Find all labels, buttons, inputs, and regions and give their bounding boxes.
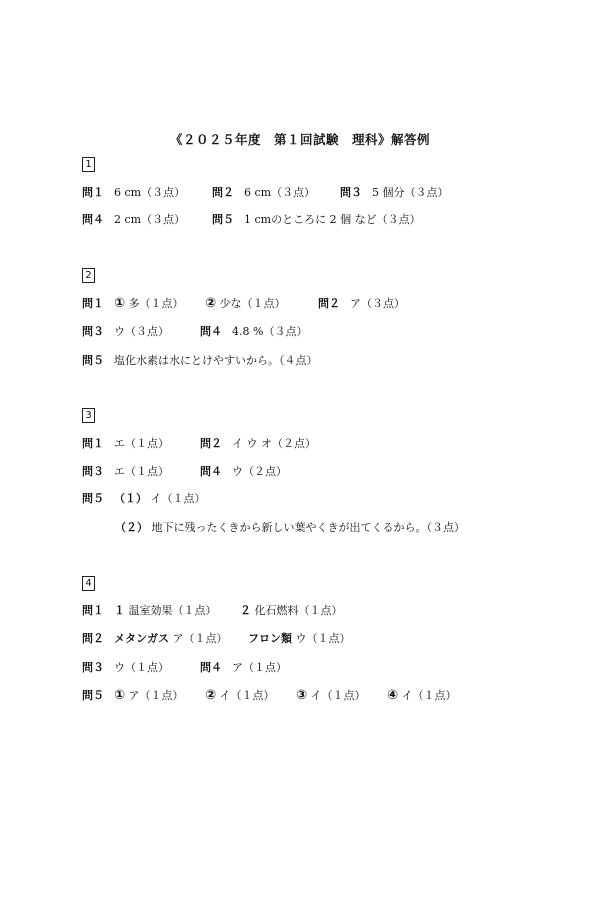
s4-q2-sub-2: フロン類 [248,632,292,645]
s3-q1-answer: エ（１点） [114,437,169,450]
s3-q5-answer-2: 地下に残ったくきから新しい葉やくきが出てくるから。（３点） [151,521,465,534]
s2-q1-mark-1: ① [114,296,126,311]
s3-q1-num: 問１ [82,437,104,450]
s1-q5-answer: 1 cmのところに 2 個 など（３点） [244,213,421,226]
s2-q1-answer-1: 多（１点） [128,297,184,310]
s4-q1-num: 問１ [82,604,104,617]
s3-q5-part2 [115,521,465,535]
s3-q3 [82,465,169,479]
s4-q1-sub-2: ２ [240,604,251,617]
s3-q5-sub-1: （１） [114,492,147,505]
s2-q5-answer: 塩化水素は水にとけやすいから。（４点） [114,354,318,367]
s4-q2-answer-2: ウ（１点） [295,632,351,645]
section-1-label: 1 [82,157,95,172]
s3-q2 [200,437,316,451]
s2-q2 [318,297,405,311]
s4-q4-num: 問４ [200,661,222,674]
s2-q3 [82,325,169,339]
s1-q3-num: 問３ [340,186,362,199]
s4-q2-part2 [248,632,351,646]
s2-q4 [200,325,307,339]
s4-q3-answer: ウ（１点） [114,661,169,674]
s4-q1-answer-1: 温室効果（１点） [128,604,217,617]
s3-q4-answer: ウ（２点） [232,465,287,478]
s2-q1-mark-2: ② [205,296,217,311]
s1-q2-num: 問２ [212,186,234,199]
s2-q1-answer-2: 少な（１点） [219,297,286,310]
s3-q5-num: 問５ [82,492,104,505]
s4-q5-num: 問５ [82,689,104,702]
s2-q5-num: 問５ [82,354,104,367]
s2-q2-answer: ア（３点） [350,297,405,310]
s4-q2-num: 問２ [82,632,104,645]
s1-q1 [82,186,185,200]
s1-q1-answer: 6 cm（３点） [114,186,186,199]
s4-q3 [82,661,169,675]
s2-q4-num: 問４ [200,325,222,338]
s4-q5-mark-3: ③ [296,688,308,703]
section-4-label: 4 [82,576,95,591]
s1-q5-num: 問５ [212,213,234,226]
s4-q1-part2 [240,604,343,618]
s4-q4-answer: ア（１点） [232,661,287,674]
section-3-label: 3 [82,408,95,423]
s3-q3-num: 問３ [82,465,104,478]
s4-q1 [82,604,217,618]
s3-q1 [82,437,169,451]
s2-q3-answer: ウ（３点） [114,325,169,338]
section-2-label: 2 [82,268,95,283]
s1-q5 [212,213,421,227]
s2-q5 [82,354,318,368]
s4-q5-answer-2: イ（１点） [219,689,275,702]
s2-q4-answer: 4.8 %（３点） [232,325,308,338]
s4-q1-sub-1: １ [114,604,125,617]
s4-q5 [82,689,457,703]
s1-q3 [340,186,449,200]
s1-q2 [212,186,315,200]
s2-q1-num: 問１ [82,297,104,310]
s3-q3-answer: エ（１点） [114,465,169,478]
s3-q5-sub-2: （２） [115,521,148,534]
s4-q5-mark-2: ② [205,688,217,703]
s4-q5-mark-1: ① [114,688,126,703]
s4-q3-num: 問３ [82,661,104,674]
s4-q5-mark-4: ④ [387,688,399,703]
page-title: 《２０２５年度 第１回試験 理科》解答例 [169,132,430,147]
s3-q4-num: 問４ [200,465,222,478]
s2-q1 [82,297,286,311]
s4-q2-sub-1: メタンガス [114,632,169,645]
s4-q5-answer-3: イ（１点） [310,689,366,702]
s4-q1-answer-2: 化石燃料（１点） [254,604,343,617]
s1-q2-answer: 6 cm（３点） [244,186,316,199]
s4-q2-answer-1: ア（１点） [172,632,228,645]
s3-q2-num: 問２ [200,437,222,450]
s4-q4 [200,661,287,675]
s3-q5-answer-1: イ（１点） [150,492,206,505]
s3-q5 [82,492,206,506]
s4-q5-answer-1: ア（１点） [128,689,184,702]
s4-q5-answer-4: イ（１点） [401,689,457,702]
s1-q4-num: 問４ [82,213,104,226]
s1-q3-answer: 5 個分（３点） [372,186,449,199]
s3-q2-answer: イ ウ オ（２点） [232,437,316,450]
s2-q2-num: 問２ [318,297,340,310]
s1-q1-num: 問１ [82,186,104,199]
s2-q3-num: 問３ [82,325,104,338]
s4-q2 [82,632,228,646]
s3-q4 [200,465,287,479]
s1-q4-answer: 2 cm（３点） [114,213,186,226]
s1-q4 [82,213,185,227]
